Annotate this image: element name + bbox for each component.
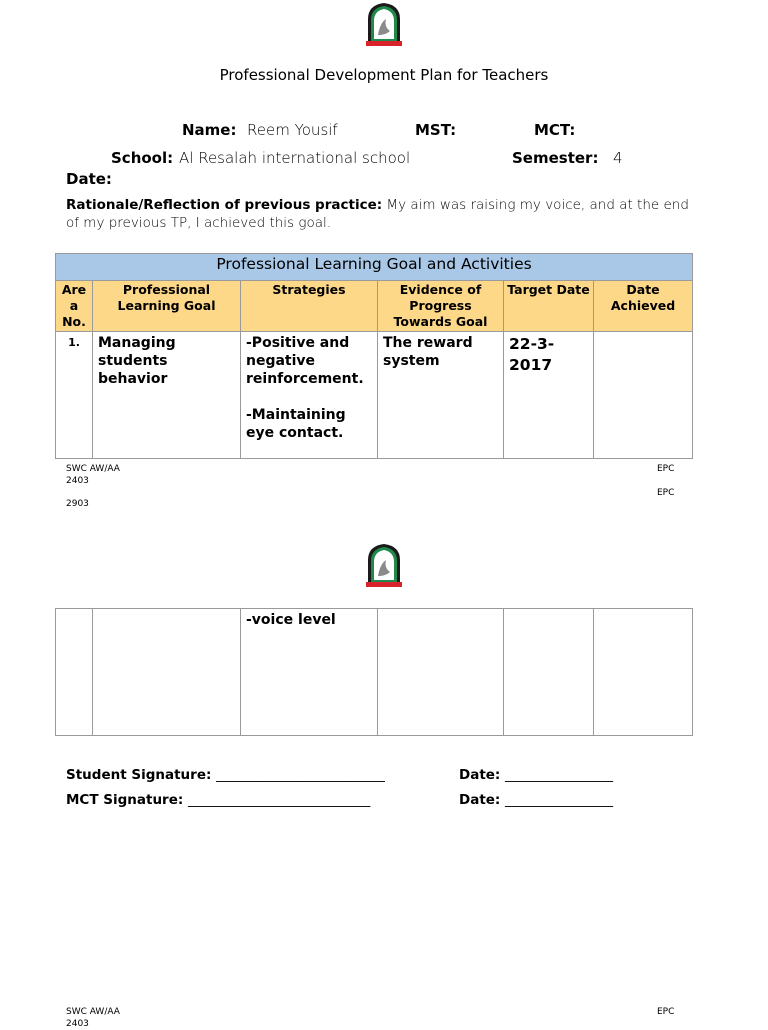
footer-left: [66, 463, 120, 510]
table-banner: Professional Learning Goal and Activities: [56, 254, 693, 281]
school-logo: [362, 542, 406, 590]
pd-plan-table-continued: [55, 608, 693, 736]
header-area-no: Are a No.: [56, 281, 93, 332]
rationale-label: Rationale/Reflection of previous practice:: [66, 197, 383, 213]
mct-date-blank: ________________: [505, 792, 614, 808]
cont-goal: [93, 609, 241, 736]
header-goal: Professional Learning Goal: [93, 281, 241, 332]
name-label: Name:: [182, 121, 237, 139]
header-evidence: Evidence of Progress Towards Goal: [378, 281, 504, 332]
row-no: 1.: [56, 332, 93, 459]
footer-right-2: [657, 1006, 674, 1018]
mst-label: MST:: [415, 121, 457, 139]
row-target-date: 22-3-2017: [504, 332, 594, 459]
footer-epc: EPC: [657, 1007, 675, 1017]
strategy-1: -Positive and negative reinforcement.: [246, 335, 364, 387]
pd-plan-table: [55, 253, 693, 459]
name-value: Reem Yousif: [247, 121, 338, 139]
footer-right: [657, 463, 674, 499]
cont-evidence: [378, 609, 504, 736]
header-strategies: Strategies: [241, 281, 378, 332]
footer-number: 2403: [66, 1019, 89, 1029]
page-title: Professional Development Plan for Teachers: [219, 66, 549, 84]
footer-epc-2: EPC: [657, 488, 675, 498]
mct-date-label: Date:: [459, 792, 501, 808]
cont-target-date: [504, 609, 594, 736]
row-goal: Managing students behavior: [93, 332, 241, 459]
rationale-paragraph: [66, 196, 696, 232]
cont-no: [56, 609, 93, 736]
row-evidence: The reward system: [378, 332, 504, 459]
header-date-achieved: Date Achieved: [594, 281, 693, 332]
mct-signature-blank: ___________________________: [187, 792, 371, 808]
table-row: [56, 609, 693, 736]
row-date-achieved: [594, 332, 693, 459]
rationale-text: My aim was raising my voice, and at the end of my previous TP, I achieved this goal.: [66, 197, 689, 231]
school-logo: [362, 1, 406, 49]
footer-code: SWC AW/AA: [66, 1007, 120, 1017]
strategy-3: -voice level: [241, 609, 378, 736]
semester-value: 4: [613, 149, 623, 167]
school-label: School:: [111, 149, 174, 167]
date-label: Date:: [66, 170, 112, 188]
student-signature-blank: _________________________: [216, 767, 385, 783]
footer-left-2: [66, 1006, 120, 1030]
footer-epc: EPC: [657, 464, 675, 474]
student-signature-line: [66, 767, 385, 783]
mct-date-line: [459, 792, 613, 808]
mct-signature-line: [66, 792, 370, 808]
row-strategies: [241, 332, 378, 459]
table-row: [56, 332, 693, 459]
student-date-label: Date:: [459, 767, 501, 783]
mct-label: MCT:: [534, 121, 576, 139]
footer-number: 2403: [66, 476, 89, 486]
cont-date-achieved: [594, 609, 693, 736]
header-target-date: Target Date: [504, 281, 594, 332]
footer-code: SWC AW/AA: [66, 464, 120, 474]
student-signature-label: Student Signature:: [66, 767, 212, 783]
semester-label: Semester:: [512, 149, 599, 167]
student-date-blank: ________________: [505, 767, 614, 783]
school-value: Al Resalah international school: [179, 149, 411, 167]
mct-signature-label: MCT Signature:: [66, 792, 184, 808]
student-date-line: [459, 767, 613, 783]
footer-number-2: 2903: [66, 499, 89, 509]
strategy-2: -Maintaining eye contact.: [246, 407, 346, 441]
